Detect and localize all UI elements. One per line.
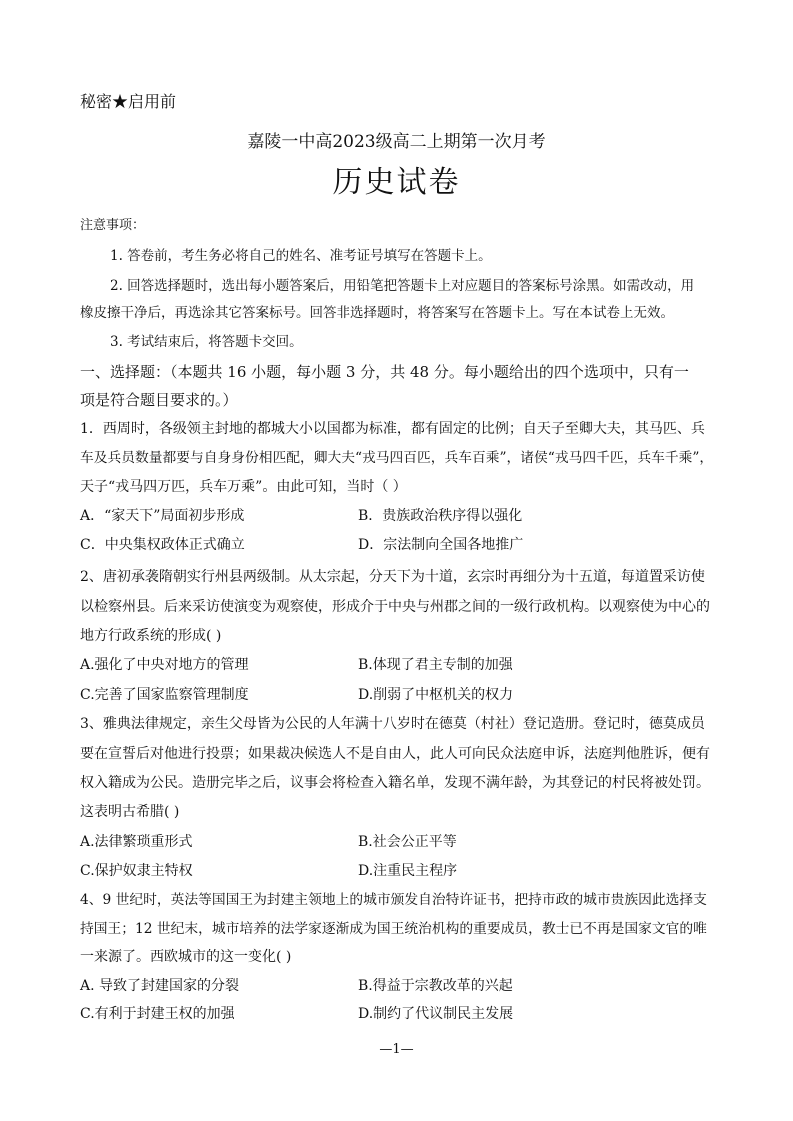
secret-mark: 秘密★启用前	[80, 92, 177, 111]
section-heading-cont: 项是符合题目要求的。）	[80, 391, 238, 409]
question-4-line-3: 一来源了。西欧城市的这一变化( )	[80, 949, 292, 965]
notice-item-2: 2. 回答选择题时，选出每小题答案后，用铅笔把答题卡上对应题目的答案标号涂黑。如需改动，用	[110, 278, 695, 294]
notice-item-3: 3. 考试结束后，将答题卡交回。	[110, 334, 303, 350]
question-3-option-a: A.法律繁琐重形式	[80, 834, 193, 850]
question-2-option-a: A.强化了中央对地方的管理	[80, 657, 249, 673]
question-4-line-1: 4、9 世纪时，英法等国国王为封建主领地上的城市颁发自治特许证书，把持市政的城市贵族因此选择支	[80, 892, 707, 908]
notice-heading: 注意事项：	[80, 218, 146, 233]
question-3-line-4: 这表明古希腊( )	[80, 804, 180, 820]
question-3-line-2: 要在宣誓后对他进行投票；如果裁决候选人不是自由人，此人可向民众法庭申诉，法庭判他胜诉，便有	[80, 746, 710, 762]
question-4-option-d: D.制约了代议制民主发展	[358, 1006, 514, 1022]
question-2-line-2: 以检察州县。后来采访使演变为观察使，形成介于中央与州郡之间的一级行政机构。以观察使为中心的	[80, 599, 710, 615]
question-3-line-3: 权入籍成为公民。造册完毕之后，议事会将检查入籍名单，发现不满年龄，为其登记的村民将被处罚。	[80, 775, 710, 791]
question-1-line-1: 1．西周时，各级领主封地的都城大小以国都为标准，都有固定的比例；自天子至卿大夫，其马匹、兵	[80, 421, 705, 437]
notice-item-1: 1. 答卷前，考生务必将自己的姓名、准考证号填写在答题卡上。	[110, 248, 492, 264]
question-2-line-3: 地方行政系统的形成( )	[80, 628, 222, 644]
question-2-option-b: B.体现了君主专制的加强	[358, 657, 513, 673]
question-1-option-d: D．宗法制向全国各地推广	[358, 537, 524, 553]
question-2-line-1: 2、唐初承袭隋朝实行州县两级制。从太宗起，分天下为十道，玄宗时再细分为十五道，每道置采访使	[80, 569, 705, 585]
question-3-option-b: B.社会公正平等	[358, 834, 457, 850]
notice-item-2-cont: 橡皮擦干净后，再选涂其它答案标号。回答非选择题时，将答案写在答题卡上。写在本试卷上无效。	[80, 305, 674, 321]
question-1-option-c: C．中央集权政体正式确立	[80, 537, 245, 553]
subject-title: 历史试卷	[332, 165, 461, 200]
question-3-line-1: 3、雅典法律规定，亲生父母皆为公民的人年满十八岁时在德莫（村社）登记造册。登记时，德莫成员	[80, 716, 705, 732]
question-2-option-c: C.完善了国家监察管理制度	[80, 687, 249, 703]
question-3-option-d: D.注重民主程序	[358, 863, 458, 879]
question-2-option-d: D.削弱了中枢机关的权力	[358, 687, 514, 703]
question-1-line-3: 天子“戎马四万匹，兵车万乘”。由此可知，当时（ ）	[80, 479, 407, 495]
page-number: —1—	[379, 1042, 414, 1057]
question-4-line-2: 持国王；12 世纪末，城市培养的法学家逐渐成为国王统治机构的重要成员，教士已不再是国家文官的唯	[80, 921, 707, 937]
question-1-line-2: 车及兵员数量都要与自身身份相匹配，卿大夫“戎马四百匹，兵车百乘”，诸侯“戎马四千匹，兵车千乘”，	[80, 450, 714, 466]
section-heading: 一、选择题：（本题共 16 小题，每小题 3 分，共 48 分。每小题给出的四个选项中，只有一	[80, 363, 689, 381]
question-1-option-a: A．“家天下”局面初步形成	[80, 508, 245, 524]
question-4-option-b: B.得益于宗教改革的兴起	[358, 978, 513, 994]
question-1-option-b: B．贵族政治秩序得以强化	[358, 508, 523, 524]
question-4-option-a: A. 导致了封建国家的分裂	[80, 978, 240, 994]
question-3-option-c: C.保护奴隶主特权	[80, 863, 193, 879]
question-4-option-c: C.有利于封建王权的加强	[80, 1006, 235, 1022]
exam-title: 嘉陵一中高2023级高二上期第一次月考	[247, 132, 546, 152]
